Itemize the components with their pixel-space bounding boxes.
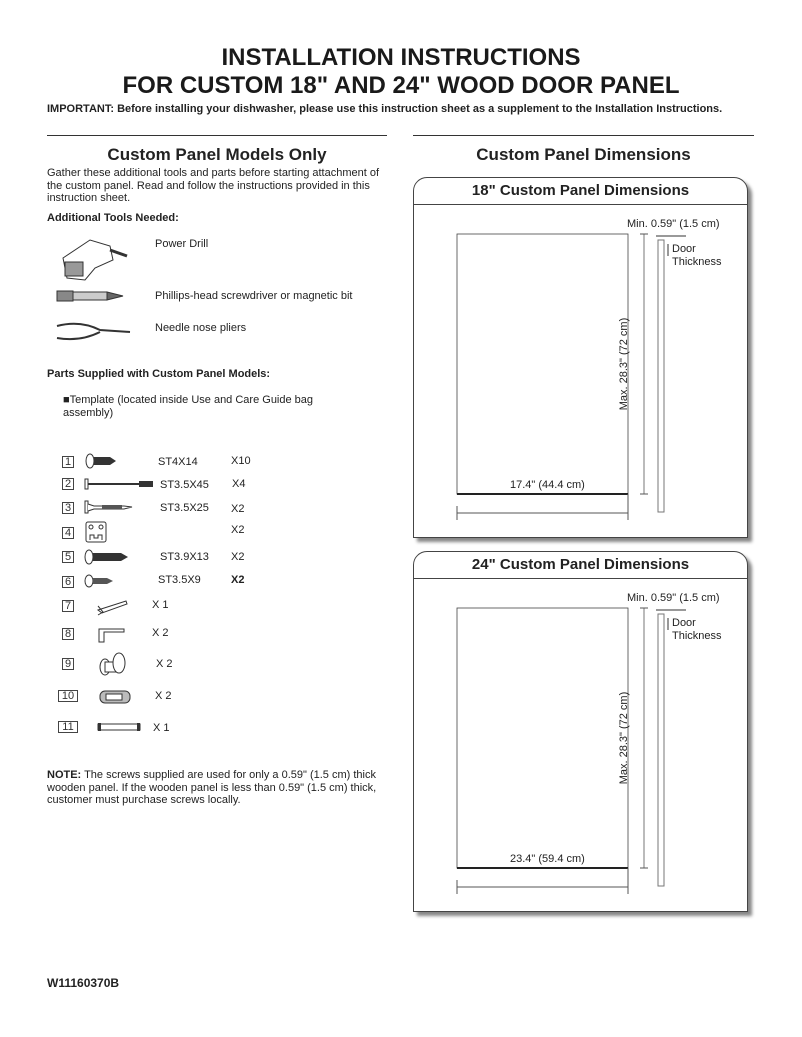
rod-icon [96, 721, 142, 733]
spool-icon [98, 651, 128, 677]
screwdriver-bit-icon [55, 288, 130, 304]
part-qty: X 2 [156, 658, 173, 670]
clip-icon [94, 598, 130, 616]
power-drill-icon [55, 228, 135, 283]
panel-18-door-thickness: Door Thickness [672, 243, 722, 268]
note-body: The screws supplied are used for only a 0.59" (1.5 cm) thick wooden panel. If the wooden panel is less than 0.59" (1.5 cm) thick, customer must purchase screws locally. [47, 769, 377, 806]
panel-18-height: Max. 28.3" (72 cm) [618, 317, 630, 411]
cam-lock-icon [98, 688, 132, 706]
important-label: IMPORTANT: [47, 103, 115, 115]
long-screw-icon [84, 478, 159, 490]
part-number: 4 [62, 527, 74, 539]
bullet: ■ [63, 394, 70, 406]
part-qty: X 1 [153, 722, 170, 734]
part-number: 2 [62, 478, 74, 490]
pliers-icon [55, 318, 135, 344]
screw-icon [84, 453, 124, 469]
panel-24-width: 23.4" (59.4 cm) [510, 853, 585, 865]
part-qty: X2 [231, 503, 245, 515]
template-text: Template (located inside Use and Care Guide bag assembly) [63, 394, 314, 419]
important-notice [47, 103, 722, 115]
part-number: 1 [62, 456, 74, 468]
part-qty: X 2 [155, 690, 172, 702]
part-number: 6 [62, 576, 74, 588]
template-item [63, 394, 323, 419]
part-spec: ST3.9X13 [160, 551, 209, 563]
part-number: 5 [62, 551, 74, 563]
part-spec: ST4X14 [158, 456, 198, 468]
important-text: Before installing your dishwasher, please use this instruction sheet as a supplement to the Installation Instructions. [114, 103, 723, 115]
part-number: 9 [62, 658, 74, 670]
short-screw-icon [84, 573, 118, 589]
title-line-2: FOR CUSTOM 18" AND 24" WOOD DOOR PANEL [122, 72, 680, 99]
part-qty: X10 [231, 455, 251, 467]
tool-label-pliers: Needle nose pliers [155, 322, 247, 334]
tool-label-bit: Phillips-head screwdriver or magnetic bit [155, 290, 353, 302]
panel-18-width: 17.4" (44.4 cm) [510, 479, 585, 491]
intro-text: Gather these additional tools and parts before starting attachment of the custom panel. Read and follow the instructions provided in this instruction sheet. [47, 167, 380, 204]
title-line-1: INSTALLATION INSTRUCTIONS [221, 44, 581, 71]
pan-screw-icon [84, 549, 132, 565]
section-heading-models: Custom Panel Models Only [107, 145, 327, 164]
part-qty: X2 [231, 551, 245, 563]
panel-18-dimensions-box [413, 177, 748, 538]
part-qty: X2 [231, 524, 245, 536]
part-qty: X4 [232, 478, 246, 490]
panel-24-min-thickness: Min. 0.59" (1.5 cm) [627, 592, 720, 604]
panel-24-height: Max. 28.3" (72 cm) [618, 691, 630, 785]
panel-18-title: 18" Custom Panel Dimensions [414, 178, 747, 205]
bracket-icon [84, 520, 108, 544]
part-spec: ST3.5X9 [158, 574, 201, 586]
part-number: 8 [62, 628, 74, 640]
note-text [47, 769, 392, 807]
tool-label-drill: Power Drill [155, 238, 209, 250]
part-qty: X 2 [152, 627, 169, 639]
part-qty: X2 [231, 574, 245, 586]
part-number: 11 [58, 721, 78, 733]
document-number: W11160370B [47, 976, 120, 990]
part-qty: X 1 [152, 599, 169, 611]
section-heading-dimensions: Custom Panel Dimensions [476, 145, 691, 164]
angle-bracket-icon [96, 626, 128, 644]
panel-24-dimensions-box [413, 551, 748, 912]
tools-heading: Additional Tools Needed: [47, 212, 179, 224]
part-spec: ST3.5X25 [160, 502, 209, 514]
wood-screw-icon [84, 500, 136, 514]
parts-heading: Parts Supplied with Custom Panel Models: [47, 368, 271, 380]
note-label: NOTE: [47, 769, 82, 781]
panel-24-door-thickness: Door Thickness [672, 617, 722, 642]
part-spec: ST3.5X45 [160, 479, 209, 491]
divider-left [47, 135, 387, 136]
part-number: 7 [62, 600, 74, 612]
panel-18-min-thickness: Min. 0.59" (1.5 cm) [627, 218, 720, 230]
part-number: 10 [58, 690, 78, 702]
panel-24-title: 24" Custom Panel Dimensions [414, 552, 747, 579]
part-number: 3 [62, 502, 74, 514]
divider-right [413, 135, 754, 136]
